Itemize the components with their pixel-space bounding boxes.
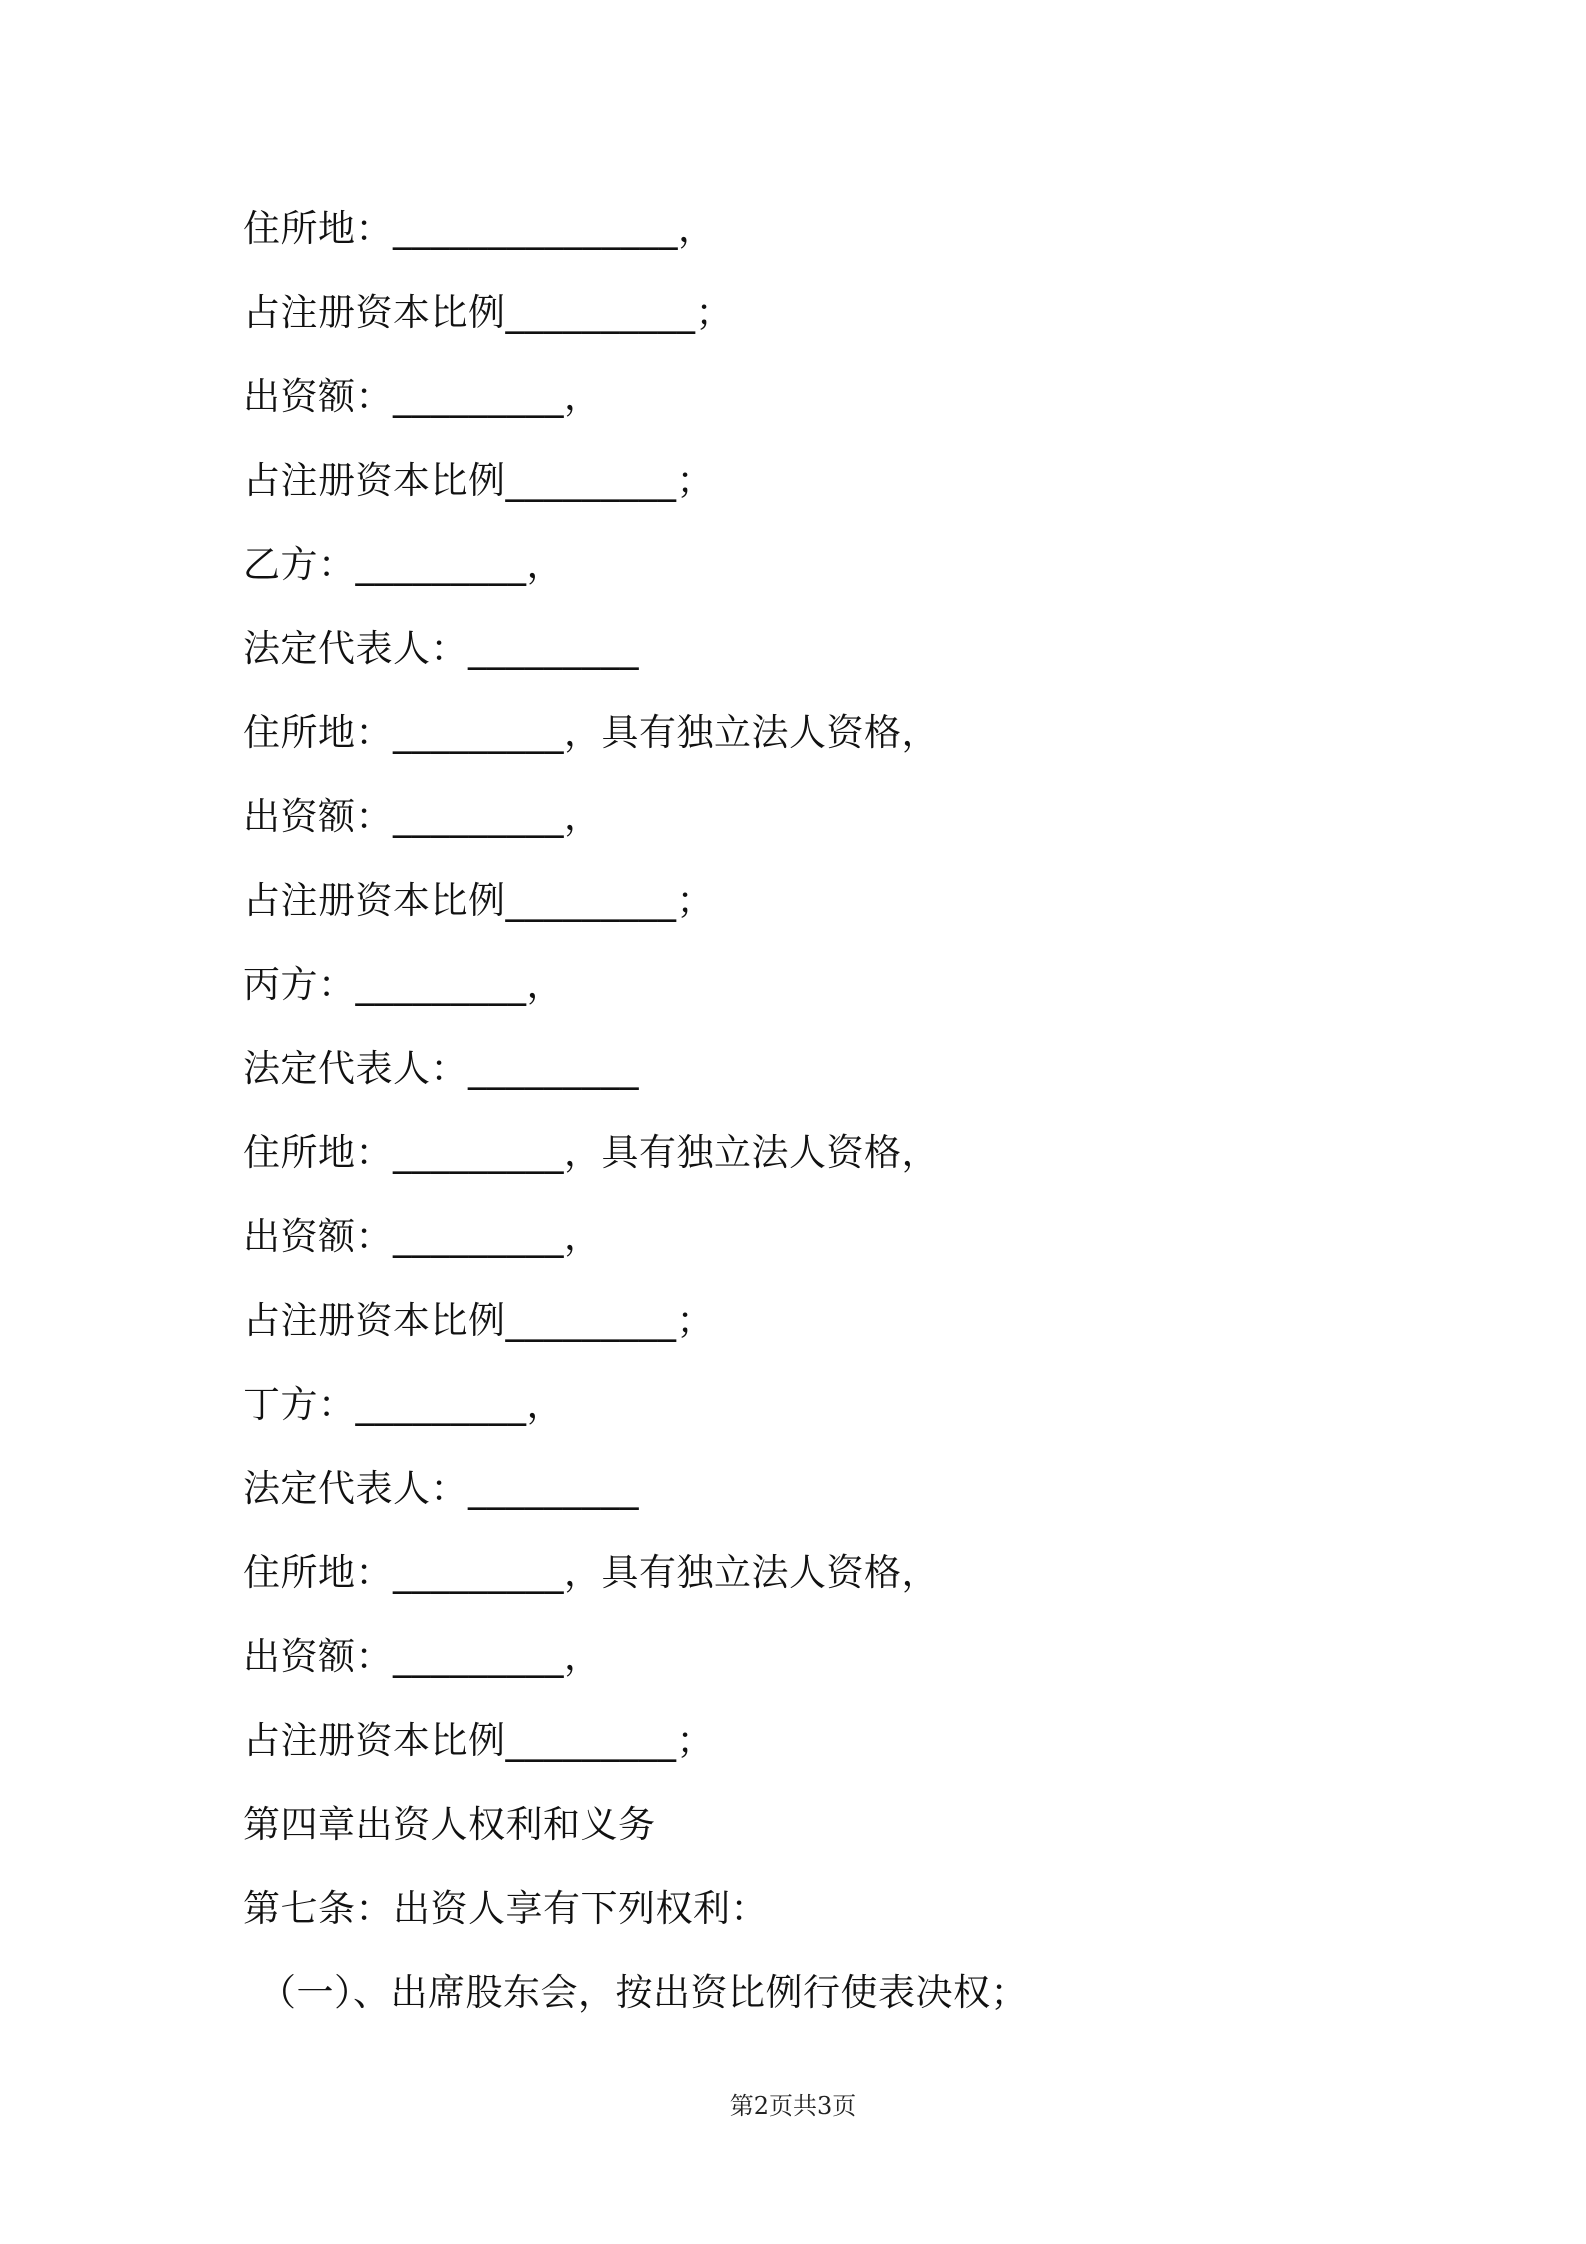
- contribution-amount-line: 出资额：_________，: [243, 1215, 602, 1258]
- residence-line: 住所地：_________，具有独立法人资格，: [243, 711, 939, 754]
- contribution-amount-line: 出资额：_________，: [243, 1635, 602, 1678]
- residence-line: 住所地：_________，具有独立法人资格，: [243, 1551, 939, 1594]
- capital-ratio-line: 占注册资本比例_________；: [243, 459, 714, 502]
- party-d-line: 丁方：_________，: [243, 1383, 564, 1426]
- contribution-amount-line: 出资额：_________，: [243, 375, 602, 418]
- residence-line: 住所地：_______________，: [243, 207, 716, 250]
- contribution-amount-line: 出资额：_________，: [243, 795, 602, 838]
- residence-line: 住所地：_________，具有独立法人资格，: [243, 1131, 939, 1174]
- article-heading: 第七条：出资人享有下列权利：: [243, 1887, 768, 1930]
- legal-representative-line: 法定代表人：_________: [243, 1047, 639, 1090]
- page-indicator: 第2页共3页: [729, 2092, 857, 2120]
- chapter-heading: 第四章出资人权利和义务: [243, 1803, 656, 1846]
- capital-ratio-line: 占注册资本比例_________；: [243, 1719, 714, 1762]
- legal-representative-line: 法定代表人：_________: [243, 627, 639, 670]
- party-c-line: 丙方：_________，: [243, 963, 564, 1006]
- capital-ratio-line: 占注册资本比例__________；: [243, 291, 733, 334]
- capital-ratio-line: 占注册资本比例_________；: [243, 1299, 714, 1342]
- list-item: （一）、出席股东会，按出资比例行使表决权；: [259, 1971, 1028, 2014]
- party-b-line: 乙方：_________，: [243, 543, 564, 586]
- capital-ratio-line: 占注册资本比例_________；: [243, 879, 714, 922]
- document-body: [243, 198, 1393, 2046]
- legal-representative-line: 法定代表人：_________: [243, 1467, 639, 1510]
